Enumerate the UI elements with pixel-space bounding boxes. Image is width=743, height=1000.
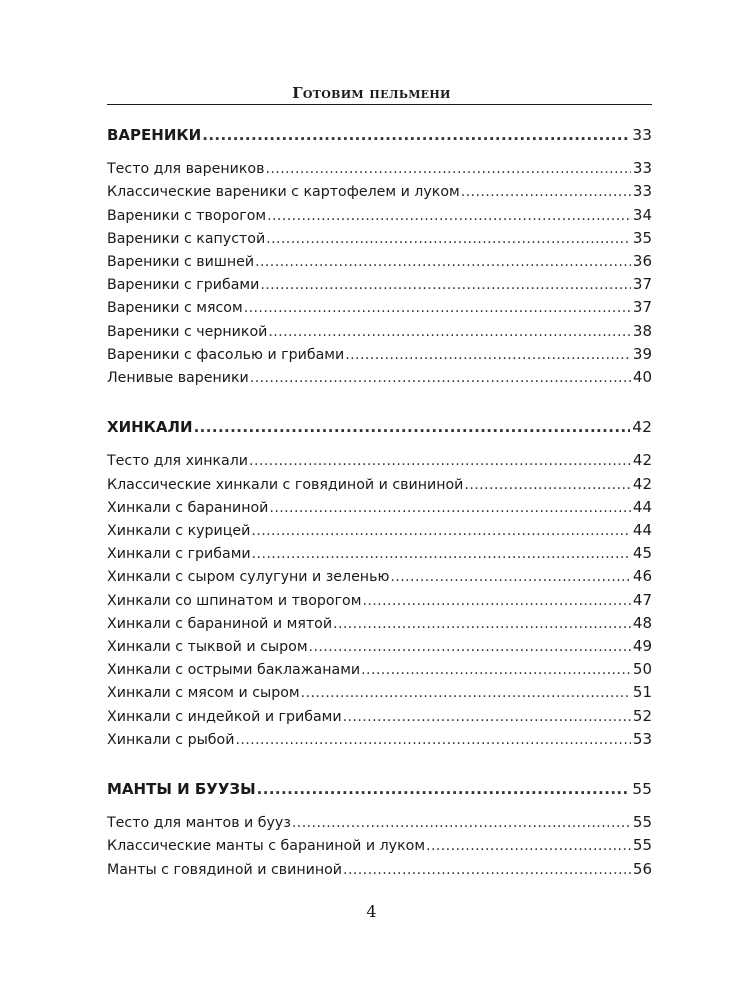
- entry-title: Хинкали с острыми баклажанами: [107, 662, 361, 679]
- dot-leader: [257, 778, 631, 800]
- toc-entry: [107, 589, 652, 612]
- toc-section-khinkali: [107, 416, 652, 751]
- section-title: ХИНКАЛИ: [107, 418, 193, 437]
- toc-entry: [107, 320, 652, 343]
- dot-leader: [333, 613, 631, 635]
- entry-title: Классические хинкали с говядиной и свининой: [107, 476, 464, 493]
- entry-title: Хинкали с курицей: [107, 523, 251, 540]
- dot-leader: [461, 181, 631, 203]
- entry-title: Вареники с творогом: [107, 207, 267, 224]
- dot-leader: [255, 251, 631, 273]
- entry-page-number: 39: [632, 344, 652, 363]
- toc-entry: [107, 705, 652, 728]
- toc-entry: [107, 858, 652, 881]
- table-of-contents: [107, 124, 652, 908]
- entry-title: Тесто для хинкали: [107, 453, 249, 470]
- section-page-number: 55: [632, 780, 652, 799]
- section-page-number: 33: [632, 126, 652, 144]
- entry-page-number: 33: [632, 159, 652, 178]
- toc-entry: [107, 227, 652, 250]
- entry-title: Хинкали с рыбой: [107, 731, 235, 748]
- entry-page-number: 33: [632, 182, 652, 201]
- dot-leader: [268, 321, 631, 343]
- toc-entry: [107, 157, 652, 180]
- entry-page-number: 44: [632, 497, 652, 516]
- entry-title: Хинкали с индейкой и грибами: [107, 708, 342, 725]
- dot-leader: [267, 205, 631, 227]
- dot-leader: [265, 158, 630, 180]
- entry-page-number: 37: [632, 275, 652, 294]
- entry-title: Хинкали с тыквой и сыром: [107, 639, 308, 656]
- entry-title: Вареники с капустой: [107, 230, 266, 247]
- toc-entry: [107, 681, 652, 704]
- toc-section-heading: [107, 416, 652, 438]
- dot-leader: [251, 520, 631, 542]
- toc-entry: [107, 204, 652, 227]
- entry-title: Вареники с черникой: [107, 323, 268, 340]
- entry-page-number: 48: [632, 613, 652, 632]
- toc-section-heading: [107, 778, 652, 800]
- entry-title: Классические манты с бараниной и луком: [107, 838, 426, 855]
- section-title: МАНТЫ И БУУЗЫ: [107, 780, 256, 799]
- dot-leader: [345, 344, 631, 366]
- entry-title: Хинкали с сыром сулугуни и зеленью: [107, 569, 390, 586]
- entry-title: Хинкали с бараниной: [107, 499, 269, 516]
- dot-leader: [343, 859, 631, 881]
- entry-title: Вареники с вишней: [107, 254, 255, 271]
- section-page-number: 42: [632, 418, 652, 437]
- entry-title: Хинкали со шпинатом и творогом: [107, 592, 362, 609]
- section-title: ВАРЕНИКИ: [107, 126, 202, 144]
- toc-entry: [107, 449, 652, 472]
- dot-leader: [249, 450, 631, 472]
- dot-leader: [235, 729, 630, 751]
- toc-entry: [107, 834, 652, 857]
- entry-page-number: 50: [632, 660, 652, 679]
- entry-page-number: 56: [632, 859, 652, 878]
- entry-page-number: 51: [632, 683, 652, 702]
- dot-leader: [464, 474, 631, 496]
- running-head: Готовим пельмени: [292, 84, 451, 102]
- toc-entry: [107, 811, 652, 834]
- toc-entry: [107, 250, 652, 273]
- entry-page-number: 47: [632, 590, 652, 609]
- entry-page-number: 34: [632, 205, 652, 224]
- entry-title: Ленивые вареники: [107, 370, 249, 387]
- dot-leader: [252, 543, 631, 565]
- header-rule: [107, 104, 652, 105]
- dot-leader: [361, 659, 631, 681]
- entry-title: Манты с говядиной и свининой: [107, 861, 343, 878]
- toc-entry: [107, 366, 652, 389]
- entry-page-number: 38: [632, 321, 652, 340]
- toc-entry: [107, 728, 652, 751]
- toc-entry: [107, 612, 652, 635]
- toc-section-manty: [107, 778, 652, 881]
- toc-entry: [107, 496, 652, 519]
- toc-entry: [107, 180, 652, 203]
- dot-leader: [250, 367, 631, 389]
- entry-title: Тесто для мантов и бууз: [107, 815, 291, 832]
- dot-leader: [266, 228, 631, 250]
- toc-entry: [107, 542, 652, 565]
- entry-page-number: 42: [632, 451, 652, 470]
- toc-entry: [107, 273, 652, 296]
- entry-title: Вареники с фасолью и грибами: [107, 346, 345, 363]
- toc-entry: [107, 473, 652, 496]
- entry-page-number: 49: [632, 637, 652, 656]
- toc-entry: [107, 565, 652, 588]
- toc-section-heading: [107, 124, 652, 146]
- dot-leader: [390, 566, 631, 588]
- entry-page-number: 53: [632, 729, 652, 748]
- entry-page-number: 55: [632, 836, 652, 855]
- dot-leader: [202, 124, 630, 146]
- entry-page-number: 52: [632, 706, 652, 725]
- entry-title: Хинкали с бараниной и мятой: [107, 615, 333, 632]
- dot-leader: [292, 812, 631, 834]
- toc-entry: [107, 658, 652, 681]
- entry-page-number: 46: [632, 567, 652, 586]
- entry-page-number: 45: [632, 544, 652, 563]
- dot-leader: [362, 590, 630, 612]
- entry-page-number: 42: [632, 474, 652, 493]
- entry-title: Хинкали с мясом и сыром: [107, 685, 300, 702]
- entry-title: Хинкали с грибами: [107, 546, 251, 563]
- entry-page-number: 36: [632, 252, 652, 271]
- dot-leader: [426, 835, 631, 857]
- entry-title: Вареники с мясом: [107, 300, 243, 317]
- toc-entry: [107, 519, 652, 542]
- entry-page-number: 37: [632, 298, 652, 317]
- dot-leader: [343, 706, 631, 728]
- dot-leader: [194, 416, 631, 438]
- dot-leader: [309, 636, 631, 658]
- toc-entry: [107, 296, 652, 319]
- toc-entry: [107, 343, 652, 366]
- entry-page-number: 40: [632, 368, 652, 387]
- entry-title: Классические вареники с картофелем и луком: [107, 184, 460, 201]
- dot-leader: [301, 682, 631, 704]
- entry-title: Тесто для вареников: [107, 161, 265, 178]
- dot-leader: [260, 274, 631, 296]
- entry-page-number: 35: [632, 228, 652, 247]
- dot-leader: [244, 297, 631, 319]
- toc-entry: [107, 635, 652, 658]
- toc-section-vareniki: [107, 124, 652, 389]
- entry-page-number: 55: [632, 813, 652, 832]
- page-number: 4: [366, 902, 377, 921]
- entry-page-number: 44: [632, 521, 652, 540]
- entry-title: Вареники с грибами: [107, 277, 260, 294]
- dot-leader: [269, 497, 631, 519]
